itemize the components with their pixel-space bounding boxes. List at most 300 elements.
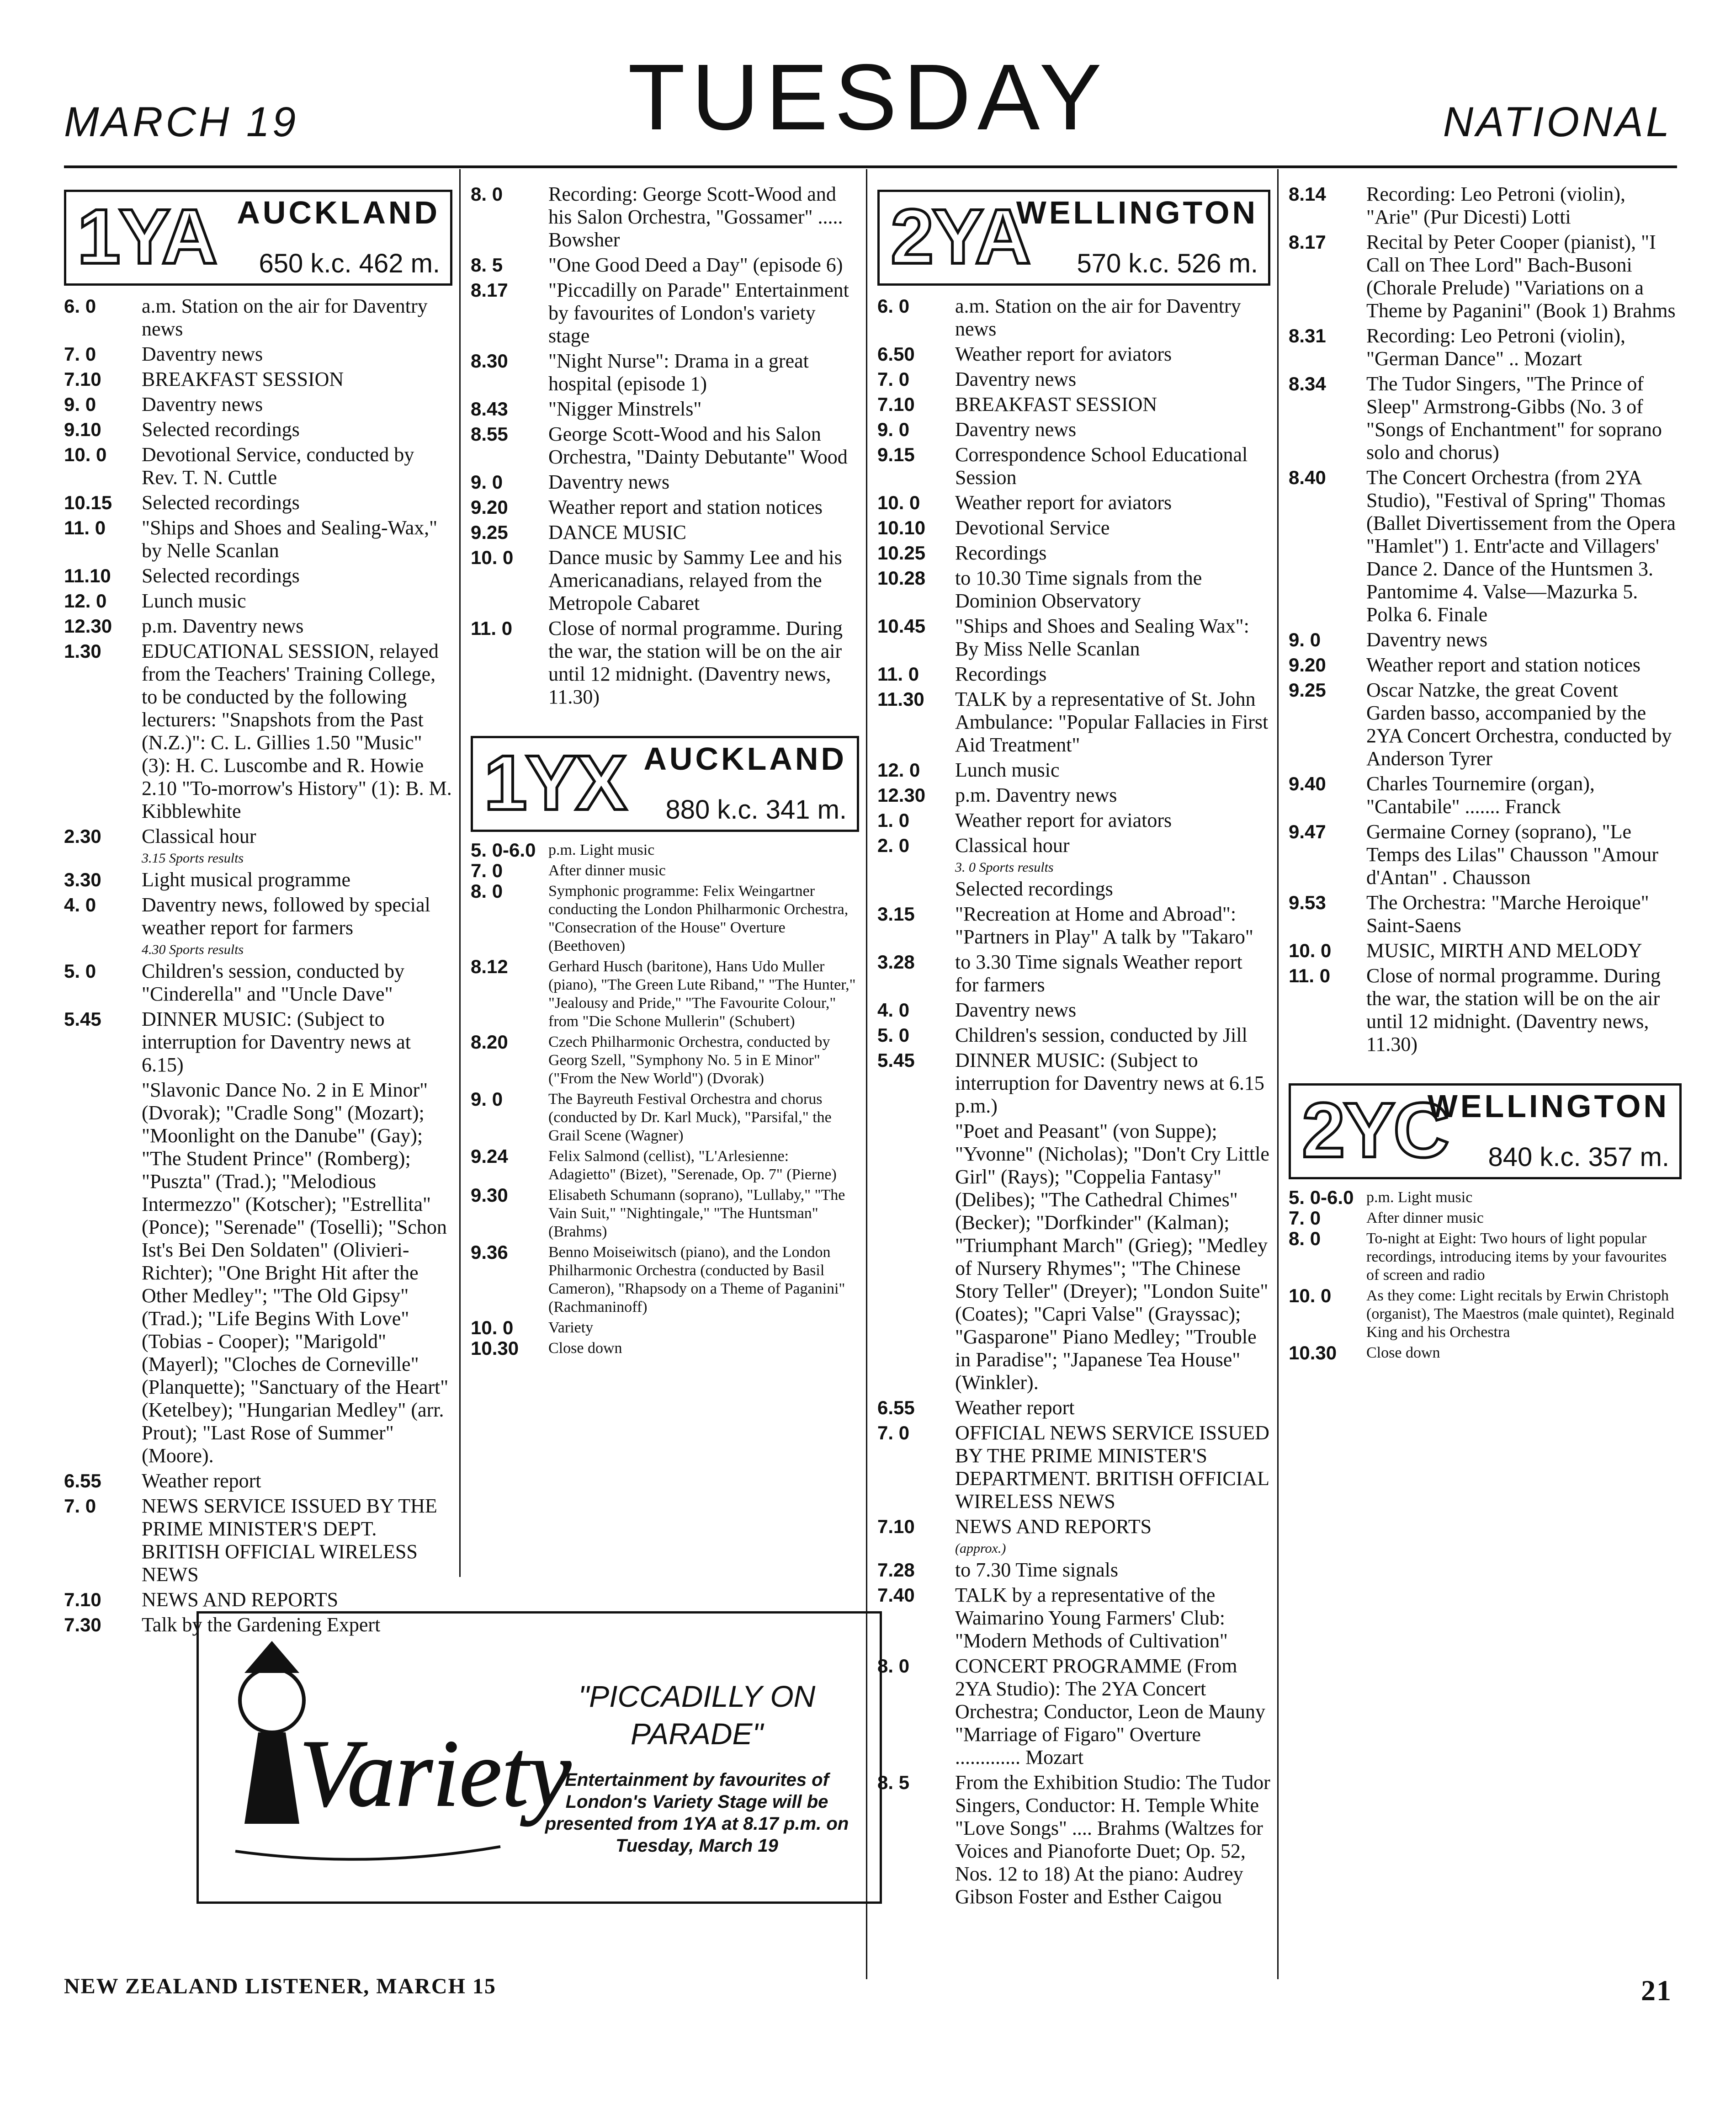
advertisement-text: Entertainment by favourites of London's Variety Stage will be presented from 1YA at 8.17 p.m. on Tuesday, March 19 <box>545 1770 849 1856</box>
programme-description: p.m. Daventry news <box>955 784 1117 806</box>
programme-time: 7. 0 <box>877 1422 910 1443</box>
programme-description: The Orchestra: "Marche Heroique" Saint-Saens <box>1366 891 1649 937</box>
programme-item <box>877 295 1270 341</box>
programme-time: 11.30 <box>877 688 924 710</box>
programme-item <box>64 1588 452 1611</box>
programme-item <box>471 546 859 615</box>
programme-item <box>471 423 859 469</box>
programme-description: BREAKFAST SESSION <box>955 393 1157 415</box>
programme-description: Lunch music <box>142 590 246 612</box>
network-label: NATIONAL <box>1443 99 1672 145</box>
programme-item <box>877 878 1270 900</box>
programme-time: 6.50 <box>877 343 915 365</box>
programme-note: 3.15 Sports results <box>142 851 244 866</box>
page-day-title: TUESDAY <box>627 45 1109 149</box>
variety-illustration <box>217 1632 571 1883</box>
station-frequency: 880 k.c. 341 m. <box>665 795 847 825</box>
programme-time: 12.30 <box>877 784 926 806</box>
programme-time: 11. 0 <box>471 618 513 639</box>
programme-item <box>877 1559 1270 1582</box>
programme-time: 2.30 <box>64 825 101 847</box>
programme-description: Recording: Leo Petroni (violin), "Arie" (Pur Dicesti) Lotti <box>1366 183 1625 228</box>
programme-item <box>471 1090 859 1145</box>
programme-description: Weather report for aviators <box>955 491 1172 514</box>
programme-description: Correspondence School Educational Session <box>955 443 1248 489</box>
programme-item <box>471 1319 859 1337</box>
programme-description: Recordings <box>955 542 1047 564</box>
column-1 <box>64 181 452 1639</box>
programme-description: DINNER MUSIC: (Subject to interruption for Daventry news at 6.15 p.m.) <box>955 1049 1264 1117</box>
programme-description: George Scott-Wood and his Salon Orchestra, "Dainty Debutante" Wood <box>548 423 848 468</box>
programme-item <box>877 999 1270 1022</box>
programme-time: 8. 0 <box>471 880 503 902</box>
programme-description: Daventry news <box>1366 628 1488 651</box>
programme-time: 1. 0 <box>877 810 910 831</box>
programme-item <box>877 443 1270 489</box>
programme-time: 9. 0 <box>64 394 96 415</box>
programme-description: Close of normal programme. During the war, the station will be on the air until 12 midnight. (Daventry news, 11.30) <box>548 617 843 708</box>
programme-time <box>877 878 955 900</box>
programme-item <box>471 841 859 859</box>
programme-item <box>64 443 452 489</box>
programme-description: Oscar Natzke, the great Covent Garden basso, accompanied by the 2YA Concert Orchestra, conducted by Anderson Tyrer <box>1366 679 1672 770</box>
programme-time: 10.10 <box>877 517 926 538</box>
programme-description: Daventry news <box>955 999 1077 1021</box>
station-city: AUCKLAND <box>237 195 440 230</box>
programme-description: Devotional Service, conducted by Rev. T. N. Cuttle <box>142 443 414 489</box>
programme-time: 8.55 <box>471 423 508 445</box>
programme-description: Selected recordings <box>142 491 300 514</box>
programme-description: NEWS AND REPORTS <box>142 1588 339 1611</box>
programme-time: 9.25 <box>471 522 508 543</box>
programme-item <box>1289 628 1682 651</box>
programme-description: NEWS AND REPORTS <box>955 1515 1152 1538</box>
programme-description: Talk by the Gardening Expert <box>142 1614 381 1636</box>
programme-item <box>877 368 1270 391</box>
programme-description: "Recreation at Home and Abroad": "Partners in Play" A talk by "Takaro" <box>955 903 1253 948</box>
programme-description: Gerhard Husch (baritone), Hans Udo Muller (piano), "The Green Lute Riband," "The Hunter," "Jealousy and Pride," "The Favourite Colour," from "Die Schone Mullerin" (Schubert) <box>548 958 856 1030</box>
programme-description: p.m. Light music <box>548 841 655 858</box>
programme-item <box>877 784 1270 807</box>
footer-publication: NEW ZEALAND LISTENER, MARCH 15 <box>64 1974 496 1998</box>
programme-time: 9.47 <box>1289 821 1326 842</box>
station-frequency: 840 k.c. 357 m. <box>1488 1142 1669 1172</box>
programme-item <box>471 350 859 395</box>
programme-time: 10. 0 <box>471 547 514 568</box>
programme-description: Weather report and station notices <box>1366 654 1641 676</box>
programme-description: p.m. Daventry news <box>142 615 304 637</box>
programme-item <box>1289 466 1682 626</box>
programme-time <box>877 1120 955 1394</box>
advertisement-title: "PICCADILLY ON PARADE" <box>578 1679 816 1751</box>
programme-description: Close down <box>1366 1344 1440 1361</box>
programme-time: 7.10 <box>877 1516 915 1537</box>
programme-description: Germaine Corney (soprano), "Le Temps des Lilas" Chausson "Amour d'Antan" . Chausson <box>1366 820 1659 889</box>
programme-description: Close of normal programme. During the war, the station will be on the air until 12 midnight. (Daventry news, 11.30) <box>1366 964 1661 1055</box>
programme-description: Daventry news <box>142 343 263 365</box>
programme-item <box>64 894 452 939</box>
programme-description: Weather report <box>142 1470 261 1492</box>
programme-description: Lunch music <box>955 759 1060 781</box>
programme-time: 7.10 <box>877 394 915 415</box>
programme-description: Selected recordings <box>142 565 300 587</box>
programme-item <box>877 393 1270 416</box>
programme-description: Dance music by Sammy Lee and his Americanadians, relayed from the Metropole Cabaret <box>548 546 842 614</box>
programme-time: 8. 5 <box>471 254 503 276</box>
column-2 <box>471 181 859 1360</box>
programme-list-2ya-continued <box>1289 183 1682 1056</box>
programme-description: Recording: Leo Petroni (violin), "German Dance" .. Mozart <box>1366 325 1625 370</box>
programme-description: Close down <box>548 1340 622 1357</box>
programme-item <box>471 521 859 544</box>
programme-item <box>877 951 1270 996</box>
programme-time: 7.40 <box>877 1584 915 1606</box>
programme-item <box>1289 964 1682 1056</box>
programme-time: 9.20 <box>1289 654 1326 676</box>
programme-time: 10.28 <box>877 567 926 589</box>
programme-description: "Night Nurse": Drama in a great hospital (episode 1) <box>548 350 809 395</box>
programme-time: 8.12 <box>471 956 508 977</box>
programme-time: 3.28 <box>877 951 915 973</box>
programme-item <box>64 1079 452 1467</box>
column-divider <box>459 169 461 1577</box>
station-logo-2yc <box>1289 1083 1682 1179</box>
programme-time: 12. 0 <box>64 590 107 612</box>
programme-item <box>471 279 859 347</box>
programme-item <box>1289 325 1682 370</box>
station-city: AUCKLAND <box>643 741 847 777</box>
programme-description: Devotional Service <box>955 517 1110 539</box>
programme-item <box>64 590 452 612</box>
programme-time: 9.15 <box>877 444 915 465</box>
programme-time: 5. 0 <box>64 960 96 982</box>
variety-advertisement <box>196 1611 882 1904</box>
programme-time: 11. 0 <box>1289 965 1331 986</box>
programme-time: 5.45 <box>64 1008 101 1030</box>
programme-item <box>64 1470 452 1492</box>
programme-description: Daventry news <box>142 393 263 415</box>
programme-description: BREAKFAST SESSION <box>142 368 344 390</box>
programme-item <box>64 1008 452 1076</box>
programme-description: Weather report for aviators <box>955 809 1172 831</box>
programme-list-1yx <box>471 841 859 1358</box>
programme-item <box>877 491 1270 514</box>
programme-item <box>1289 1230 1682 1284</box>
programme-description: Czech Philharmonic Orchestra, conducted by Georg Szell, "Symphony No. 5 in E Minor" ("From the New World") (Dvorak) <box>548 1033 830 1087</box>
programme-description: Charles Tournemire (organ), "Cantabile" ....... Franck <box>1366 772 1595 818</box>
programme-time: 6.55 <box>64 1470 101 1491</box>
programme-time: 8.43 <box>471 398 508 420</box>
programme-description: OFFICIAL NEWS SERVICE ISSUED BY THE PRIME MINISTER'S DEPARTMENT. BRITISH OFFICIAL WIRELESS NEWS <box>955 1422 1269 1513</box>
programme-description: Symphonic programme: Felix Weingartner conducting the London Philharmonic Orchestra, "Consecration of the House" Overture (Beethoven) <box>548 883 849 954</box>
programme-item <box>877 418 1270 441</box>
programme-time: 6.55 <box>877 1397 915 1418</box>
programme-description: NEWS SERVICE ISSUED BY THE PRIME MINISTER'S DEPT. BRITISH OFFICIAL WIRELESS NEWS <box>142 1495 437 1586</box>
programme-description: to 10.30 Time signals from the Dominion Observatory <box>955 567 1202 612</box>
programme-time: 10.15 <box>64 492 112 513</box>
programme-item <box>64 825 452 848</box>
column-divider <box>1277 169 1279 1979</box>
station-call-sign: 2YC <box>1302 1087 1448 1174</box>
programme-description: After dinner music <box>1366 1209 1484 1226</box>
programme-item <box>471 862 859 880</box>
programme-time: 10. 0 <box>1289 940 1332 961</box>
programme-item <box>64 491 452 514</box>
programme-item <box>877 1049 1270 1118</box>
programme-time: 10.25 <box>877 542 926 564</box>
programme-time: 8.34 <box>1289 373 1326 394</box>
programme-description: Felix Salmond (cellist), "L'Arlesienne: Adagietto" (Bizet), "Serenade, Op. 7" (Pierne) <box>548 1148 837 1183</box>
programme-time: 8.17 <box>471 279 508 301</box>
programme-description: "Slavonic Dance No. 2 in E Minor" (Dvorak); "Cradle Song" (Mozart); "Moonlight on the Danube" (Gay); "The Student Prince" (Romberg); "Puszta" (Trad.); "Melodious Intermezzo" (Kotscher); "Estrellita" (Ponce); "Serenade" (Toselli); "Schon Ist's Bei Den Soldaten" (Olivieri-Richter); "One Bright Hit after the Other Medley"; "The Old Gipsy" (Trad.); "Life Begins With Love" (Tobias - Cooper); "Marigold" (Mayerl); "Cloches de Corneville" (Planquette); "Sanctuary of the Heart" (Ketelbey); "Hungarian Medley" (arr. Prout); "Last Rose of Summer" (Moore). <box>142 1079 449 1467</box>
programme-item <box>1289 939 1682 962</box>
programme-time: 2. 0 <box>877 835 910 856</box>
programme-time: 9.24 <box>471 1145 508 1167</box>
programme-time: 4. 0 <box>877 999 910 1021</box>
programme-time: 9.30 <box>471 1184 508 1206</box>
programme-description: To-night at Eight: Two hours of light popular recordings, introducing items by your favourites of screen and radio <box>1366 1230 1667 1284</box>
programme-description: Light musical programme <box>142 868 350 891</box>
programme-time: 10.30 <box>1289 1342 1337 1363</box>
station-frequency: 650 k.c. 462 m. <box>259 249 440 278</box>
programme-time: 3.15 <box>877 903 915 925</box>
programme-item <box>64 517 452 562</box>
programme-time: 9.53 <box>1289 892 1326 913</box>
programme-item <box>64 418 452 441</box>
programme-item <box>471 1033 859 1088</box>
station-city: WELLINGTON <box>1427 1088 1669 1124</box>
programme-description: a.m. Station on the air for Daventry news <box>955 295 1241 340</box>
programme-description: "Piccadilly on Parade" Entertainment by favourites of London's variety stage <box>548 279 849 347</box>
programme-note: 4.30 Sports results <box>142 942 244 957</box>
programme-item <box>64 1495 452 1586</box>
programme-time: 9. 0 <box>1289 629 1321 650</box>
programme-description: The Concert Orchestra (from 2YA Studio), "Festival of Spring" Thomas (Ballet Divertissement from the Opera "Hamlet") 1. Entr'acte and Villagers' Dance 2. Dance of the Huntsmen 3. Pantomime 4. Valse—Mazurka 5. Polka 6. Finale <box>1366 466 1676 626</box>
programme-item <box>877 1396 1270 1419</box>
variety-script-text: Variety <box>299 1720 571 1827</box>
programme-item <box>877 809 1270 832</box>
programme-description: DINNER MUSIC: (Subject to interruption for Daventry news at 6.15) <box>142 1008 411 1076</box>
programme-item <box>1289 231 1682 322</box>
programme-item <box>471 617 859 708</box>
station-logo-1ya <box>64 190 452 286</box>
programme-description: Benno Moiseiwitsch (piano), and the London Philharmonic Orchestra (conducted by Basil Cameron), "Rhapsody on a Theme of Paganini" (Rachmaninoff) <box>548 1244 845 1315</box>
programme-item <box>471 183 859 251</box>
programme-time: 10. 0 <box>64 444 107 465</box>
programme-item <box>64 343 452 366</box>
programme-list-2ya <box>877 295 1270 1908</box>
station-city: WELLINGTON <box>1016 195 1258 230</box>
programme-item <box>877 1024 1270 1047</box>
programme-item <box>877 567 1270 612</box>
programme-item <box>471 958 859 1031</box>
programme-item <box>877 517 1270 539</box>
programme-description: The Bayreuth Festival Orchestra and chorus (conducted by Dr. Karl Muck), "Parsifal," the Grail Scene (Wagner) <box>548 1091 832 1144</box>
programme-list-1ya-continued <box>471 183 859 708</box>
page-date: MARCH 19 <box>64 99 299 145</box>
programme-item <box>877 688 1270 756</box>
programme-description: MUSIC, MIRTH AND MELODY <box>1366 939 1642 962</box>
programme-description: Daventry news <box>955 368 1077 390</box>
station-logo-1yx <box>471 736 859 832</box>
programme-item <box>1289 1287 1682 1342</box>
programme-item <box>877 1120 1270 1394</box>
station-call-sign: 1YA <box>77 193 216 280</box>
programme-item <box>877 343 1270 366</box>
programme-item <box>471 1147 859 1184</box>
programme-time: 6. 0 <box>877 295 910 317</box>
programme-description: to 3.30 Time signals Weather report for farmers <box>955 951 1242 996</box>
programme-item <box>471 1243 859 1316</box>
programme-item <box>1289 183 1682 229</box>
programme-item <box>471 882 859 955</box>
programme-description: EDUCATIONAL SESSION, relayed from the Teachers' Training College, to be conducted by the following lecturers: "Snapshots from the Past (N.Z.)": C. L. Gillies 1.50 "Music" (3): H. C. Luscombe and R. Howie 2.10 "To-morrow's History" (1): B. M. Kibblewhite <box>142 640 452 822</box>
programme-list-1ya <box>64 295 452 1636</box>
programme-description: Recordings <box>955 663 1047 685</box>
programme-description: "One Good Deed a Day" (episode 6) <box>548 254 843 276</box>
programme-description: Classical hour <box>955 834 1070 857</box>
programme-time: 11. 0 <box>64 517 106 538</box>
programme-time: 7.10 <box>64 1589 101 1610</box>
programme-time: 8. 0 <box>877 1655 910 1677</box>
programme-time: 9. 0 <box>471 471 503 493</box>
programme-item <box>1289 654 1682 676</box>
programme-item <box>64 868 452 891</box>
programme-description: Recording: George Scott-Wood and his Salon Orchestra, "Gossamer" ..... Bowsher <box>548 183 843 251</box>
programme-time <box>64 1079 142 1467</box>
programme-item <box>877 1422 1270 1513</box>
programme-item <box>877 1584 1270 1652</box>
programme-item <box>877 1515 1270 1538</box>
programme-time: 1.30 <box>64 640 101 662</box>
programme-time: 12.30 <box>64 615 112 637</box>
programme-time: 5. 0 <box>877 1024 910 1046</box>
programme-description: Children's session, conducted by "Cinderella" and "Uncle Dave" <box>142 960 404 1005</box>
programme-item <box>1289 891 1682 937</box>
programme-description: "Ships and Shoes and Sealing-Wax," by Nelle Scanlan <box>142 517 438 562</box>
programme-item <box>1289 1344 1682 1362</box>
programme-time: 9.20 <box>471 496 508 518</box>
column-3 <box>877 181 1270 1911</box>
programme-description: "Poet and Peasant" (von Suppe); "Yvonne" (Nicholas); "Don't Cry Little Girl" (Rays); "Coppelia Fantasy" (Delibes); "The Cathedral Chimes" (Becker); "Dorfkinder" (Kalman); "Triumphant March" (Grieg); "Medley of Nursery Rhymes"; "The Chinese Story Teller" (Dreyer); "London Suite" (Coates); "Capri Valse" (Grayssac); "Gasparone" Piano Medley; "Trouble in Paradise"; "Japanese Tea House" (Winkler). <box>955 1120 1269 1394</box>
programme-time: 8.31 <box>1289 325 1326 346</box>
programme-description: TALK by a representative of the Waimarino Young Farmers' Club: "Modern Methods of Cultivation" <box>955 1584 1228 1652</box>
programme-description: Daventry news <box>548 471 670 493</box>
programme-time: 9.36 <box>471 1241 508 1263</box>
programme-time: 10.45 <box>877 615 926 637</box>
programme-item <box>471 254 859 277</box>
programme-description: The Tudor Singers, "The Prince of Sleep" Armstrong-Gibbs (No. 3 of "Songs of Enchantment" for soprano solo and chorus) <box>1366 373 1662 463</box>
programme-item <box>471 398 859 421</box>
programme-item <box>471 471 859 494</box>
station-call-sign: 2YA <box>891 193 1030 280</box>
programme-description: Weather report for aviators <box>955 343 1172 365</box>
programme-list-2yc <box>1289 1188 1682 1362</box>
programme-time: 5.45 <box>877 1049 915 1071</box>
header-rule <box>64 165 1677 168</box>
programme-description: Daventry news <box>955 418 1077 441</box>
programme-time: 8. 5 <box>877 1772 910 1793</box>
programme-description: Recital by Peter Cooper (pianist), "I Call on Thee Lord" Bach-Busoni (Chorale Prelude) "Variations on a Theme by Paganini" (Book 1) Brahms <box>1366 231 1676 322</box>
programme-description: Classical hour <box>142 825 256 847</box>
programme-item <box>1289 373 1682 464</box>
programme-time: 11. 0 <box>877 663 919 685</box>
programme-time: 10.30 <box>471 1337 519 1359</box>
programme-description: From the Exhibition Studio: The Tudor Singers, Conductor: H. Temple White "Love Songs" .... Brahms (Waltzes for Voices and Pianoforte Duet; Op. 52, Nos. 12 to 18) At the piano: Audrey Gibson Foster and Esther Caigou <box>955 1771 1270 1908</box>
programme-time: 5. 0-6.0 <box>1289 1187 1354 1208</box>
station-frequency: 570 k.c. 526 m. <box>1077 249 1258 278</box>
programme-item <box>1289 1188 1682 1207</box>
programme-item <box>1289 820 1682 889</box>
programme-time: 11.10 <box>64 565 111 586</box>
programme-time: 8.17 <box>1289 231 1326 253</box>
programme-time: 7. 0 <box>64 1495 96 1517</box>
programme-item <box>64 960 452 1006</box>
programme-time: 7.28 <box>877 1559 915 1581</box>
programme-time: 7. 0 <box>471 860 503 881</box>
programme-description: a.m. Station on the air for Daventry news <box>142 295 428 340</box>
programme-item <box>1289 679 1682 770</box>
programme-time: 8.30 <box>471 350 508 372</box>
station-call-sign: 1YX <box>484 740 626 826</box>
programme-note: 3. 0 Sports results <box>955 860 1054 875</box>
programme-time: 8. 0 <box>471 183 503 205</box>
programme-time: 5. 0-6.0 <box>471 839 536 861</box>
programme-description: to 7.30 Time signals <box>955 1559 1118 1581</box>
programme-item <box>64 640 452 823</box>
programme-item <box>877 903 1270 948</box>
programme-item <box>64 615 452 638</box>
programme-description: Weather report <box>955 1396 1075 1419</box>
programme-time: 9. 0 <box>471 1088 503 1110</box>
programme-item <box>64 295 452 341</box>
programme-item <box>64 368 452 391</box>
programme-time: 7.30 <box>64 1614 101 1635</box>
station-logo-2ya <box>877 190 1270 286</box>
programme-item <box>877 542 1270 565</box>
programme-time: 7. 0 <box>1289 1207 1321 1229</box>
programme-description: Daventry news, followed by special weather report for farmers <box>142 894 430 939</box>
programme-item <box>877 1655 1270 1769</box>
programme-description: "Nigger Minstrels" <box>548 398 702 420</box>
programme-item <box>1289 772 1682 818</box>
programme-time: 8. 0 <box>1289 1228 1321 1249</box>
programme-description: After dinner music <box>548 862 666 879</box>
programme-item <box>64 393 452 416</box>
programme-time: 8.14 <box>1289 183 1326 205</box>
programme-item <box>64 565 452 587</box>
programme-item <box>877 759 1270 782</box>
programme-description: Elisabeth Schumann (soprano), "Lullaby," "The Vain Suit," "Nightingale," "The Huntsman" (Brahms) <box>548 1187 845 1240</box>
programme-time: 3.30 <box>64 869 101 890</box>
programme-item <box>471 1186 859 1241</box>
programme-time: 10. 0 <box>1289 1285 1332 1306</box>
programme-time: 9.10 <box>64 419 101 440</box>
column-4 <box>1289 181 1682 1364</box>
programme-time: 7. 0 <box>877 368 910 390</box>
programme-time: 12. 0 <box>877 759 920 781</box>
programme-time: 4. 0 <box>64 894 96 916</box>
programme-time: 10. 0 <box>471 1317 514 1338</box>
programme-time: 8.40 <box>1289 467 1326 488</box>
page-number: 21 <box>1641 1974 1672 2007</box>
programme-time: 9.40 <box>1289 773 1326 794</box>
programme-time: 6. 0 <box>64 295 96 317</box>
programme-note: (approx.) <box>955 1541 1006 1556</box>
programme-time: 9. 0 <box>877 419 910 440</box>
programme-description: Weather report and station notices <box>548 496 823 518</box>
programme-description: As they come: Light recitals by Erwin Christoph (organist), The Maestros (male quintet), Reginald King and his Orchestra <box>1366 1287 1674 1341</box>
